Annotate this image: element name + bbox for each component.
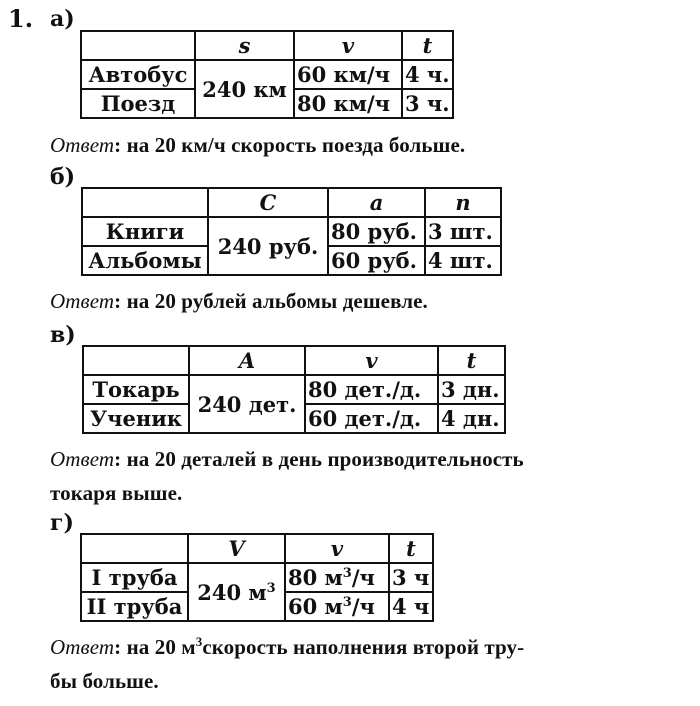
row-name: Ученик xyxy=(83,404,189,433)
part-b-label: б) xyxy=(50,164,76,190)
answer-text: на 20 деталей в день производительность xyxy=(121,447,524,471)
table-row xyxy=(82,217,501,246)
answer-text-line2: бы больше. xyxy=(50,669,159,693)
header-s: s xyxy=(195,31,294,60)
merged-distance: 240 км xyxy=(195,60,294,118)
row-rate: 80 $м^3/ч$ xyxy=(285,563,389,592)
row-price: 60 руб. xyxy=(328,246,425,275)
answer-a: Ответ: на 20 км/ч скорость поезда больше. xyxy=(50,133,466,157)
merged-volume: 240 $м^3$ xyxy=(188,563,285,621)
row-rate: 80 дет./д. xyxy=(305,375,438,404)
header-v: v xyxy=(305,346,438,375)
row-speed: 60 км/ч xyxy=(294,60,402,89)
row-name: Поезд xyxy=(81,89,195,118)
header-empty xyxy=(82,188,208,217)
header-t: t xyxy=(438,346,505,375)
row-name: Альбомы xyxy=(82,246,208,275)
header-a: a xyxy=(328,188,425,217)
row-time: 4 ч. xyxy=(402,60,453,89)
row-name: II труба xyxy=(81,592,188,621)
table-c xyxy=(82,345,506,434)
answer-label: Ответ xyxy=(50,635,115,659)
row-time: 4 ч xyxy=(389,592,433,621)
row-count: 3 шт. xyxy=(425,217,501,246)
header-v: v xyxy=(294,31,402,60)
table-b xyxy=(81,187,502,276)
part-a-label: а) xyxy=(50,6,75,32)
row-time: 4 дн. xyxy=(438,404,505,433)
answer-label: Ответ xyxy=(50,289,115,313)
row-time: 3 ч. xyxy=(402,89,453,118)
table-row xyxy=(83,375,505,404)
table-row xyxy=(81,563,433,592)
table-row xyxy=(81,60,453,89)
answer-c: Ответ: на 20 деталей в день производительность токаря выше. xyxy=(50,442,524,510)
row-speed: 80 км/ч xyxy=(294,89,402,118)
header-A: A xyxy=(189,346,305,375)
row-time: 3 ч xyxy=(389,563,433,592)
row-count: 4 шт. xyxy=(425,246,501,275)
header-empty xyxy=(83,346,189,375)
header-C: C xyxy=(208,188,328,217)
table-d xyxy=(80,533,434,622)
header-empty xyxy=(81,31,195,60)
row-rate: 60 дет./д. xyxy=(305,404,438,433)
header-V: V xyxy=(188,534,285,563)
row-price: 80 руб. xyxy=(328,217,425,246)
header-v: v xyxy=(285,534,389,563)
answer-text: на 20 рублей альбомы дешевле. xyxy=(121,289,428,313)
answer-b: Ответ: на 20 рублей альбомы дешевле. xyxy=(50,289,428,313)
header-empty xyxy=(81,534,188,563)
table-a xyxy=(80,30,454,119)
answer-text-line2: токаря выше. xyxy=(50,481,183,505)
header-t: t xyxy=(402,31,453,60)
row-name: I труба xyxy=(81,563,188,592)
answer-text: на 20 км/ч скорость поезда больше. xyxy=(121,133,466,157)
row-rate: 60 $м^3/ч$ xyxy=(285,592,389,621)
row-name: Автобус xyxy=(81,60,195,89)
answer-label: Ответ xyxy=(50,133,115,157)
merged-work: 240 дет. xyxy=(189,375,305,433)
answer-d: Ответ: на 20 $м^3скорость$ наполнения второй тру- бы больше. xyxy=(50,630,524,698)
answer-label: Ответ xyxy=(50,447,115,471)
part-c-label: в) xyxy=(50,322,76,348)
row-name: Токарь xyxy=(83,375,189,404)
row-time: 3 дн. xyxy=(438,375,505,404)
row-name: Книги xyxy=(82,217,208,246)
header-t: t xyxy=(389,534,433,563)
answer-text: скорость наполнения второй тру- xyxy=(202,635,525,659)
merged-cost: 240 руб. xyxy=(208,217,328,275)
task-number: 1. xyxy=(8,4,34,33)
part-d-label: г) xyxy=(50,510,74,536)
header-n: n xyxy=(425,188,501,217)
